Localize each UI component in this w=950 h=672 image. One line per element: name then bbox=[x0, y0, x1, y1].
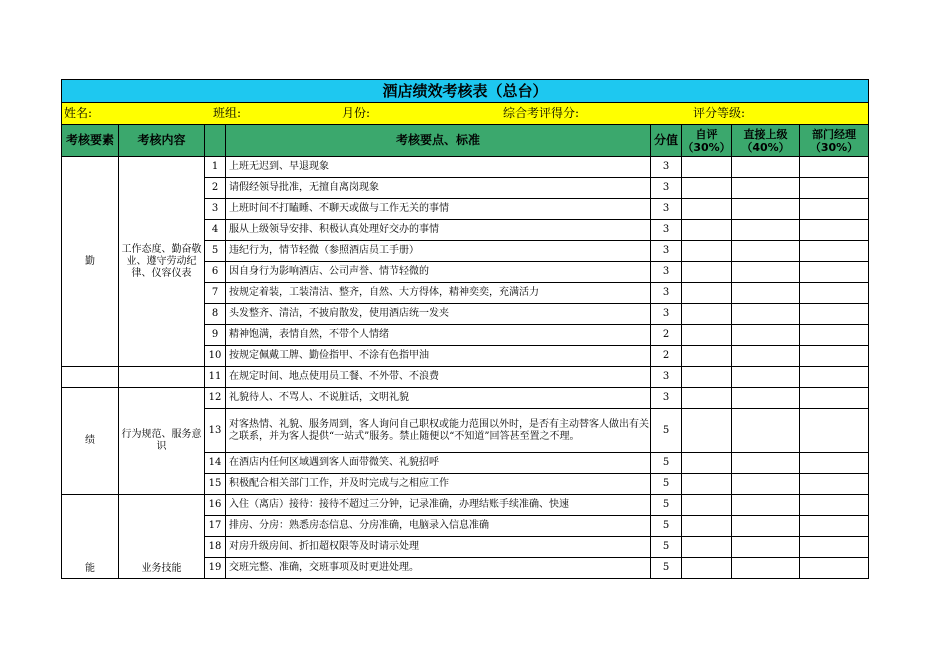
manager-eval-cell[interactable] bbox=[800, 262, 869, 283]
supervisor-eval-cell[interactable] bbox=[732, 367, 800, 388]
self-eval-cell[interactable] bbox=[682, 453, 732, 474]
row-criterion: 头发整齐、清洁，不披肩散发，使用酒店统一发夹 bbox=[226, 304, 651, 325]
supervisor-eval-cell[interactable] bbox=[732, 409, 800, 453]
header-content: 考核内容 bbox=[119, 125, 205, 157]
row-score: 3 bbox=[651, 367, 682, 388]
row-no: 1 bbox=[205, 157, 226, 178]
manager-eval-cell[interactable] bbox=[800, 409, 869, 453]
row-score: 3 bbox=[651, 304, 682, 325]
row-criterion: 违纪行为，情节轻微（参照酒店员工手册） bbox=[226, 241, 651, 262]
self-eval-cell[interactable] bbox=[682, 537, 732, 558]
manager-eval-cell[interactable] bbox=[800, 537, 869, 558]
supervisor-eval-cell[interactable] bbox=[732, 241, 800, 262]
row-criterion: 服从上级领导安排、积极认真处理好交办的事情 bbox=[226, 220, 651, 241]
supervisor-eval-cell[interactable] bbox=[732, 304, 800, 325]
self-eval-cell[interactable] bbox=[682, 283, 732, 304]
supervisor-eval-cell[interactable] bbox=[732, 199, 800, 220]
self-eval-cell[interactable] bbox=[682, 495, 732, 516]
self-eval-cell[interactable] bbox=[682, 241, 732, 262]
self-eval-cell[interactable] bbox=[682, 346, 732, 367]
row-score: 5 bbox=[651, 537, 682, 558]
row-score: 3 bbox=[651, 241, 682, 262]
row-score: 2 bbox=[651, 325, 682, 346]
header-self: 自评（30%） bbox=[682, 125, 732, 157]
manager-eval-cell[interactable] bbox=[800, 346, 869, 367]
row-criterion: 在酒店内任何区域遇到客人面带微笑、礼貌招呼 bbox=[226, 453, 651, 474]
manager-eval-cell[interactable] bbox=[800, 199, 869, 220]
row-no: 17 bbox=[205, 516, 226, 537]
category-blank bbox=[62, 367, 119, 388]
name-label: 姓名: bbox=[64, 106, 93, 120]
category-neng: 能 bbox=[62, 495, 119, 579]
row-score: 3 bbox=[651, 199, 682, 220]
row-score: 5 bbox=[651, 409, 682, 453]
category-ji: 绩 bbox=[62, 388, 119, 495]
row-score: 3 bbox=[651, 388, 682, 409]
row-score: 5 bbox=[651, 516, 682, 537]
supervisor-eval-cell[interactable] bbox=[732, 346, 800, 367]
row-score: 3 bbox=[651, 283, 682, 304]
row-criterion: 交班完整、准确，交班事项及时更进处理。 bbox=[226, 558, 651, 579]
supervisor-eval-cell[interactable] bbox=[732, 516, 800, 537]
header-score: 分值 bbox=[651, 125, 682, 157]
header-no bbox=[205, 125, 226, 157]
header-supervisor: 直接上级（40%） bbox=[732, 125, 800, 157]
row-no: 9 bbox=[205, 325, 226, 346]
self-eval-cell[interactable] bbox=[682, 558, 732, 579]
row-score: 3 bbox=[651, 157, 682, 178]
row-no: 4 bbox=[205, 220, 226, 241]
row-no: 5 bbox=[205, 241, 226, 262]
row-score: 2 bbox=[651, 346, 682, 367]
manager-eval-cell[interactable] bbox=[800, 495, 869, 516]
row-score: 5 bbox=[651, 474, 682, 495]
area-blank bbox=[119, 367, 205, 388]
supervisor-eval-cell[interactable] bbox=[732, 537, 800, 558]
manager-eval-cell[interactable] bbox=[800, 388, 869, 409]
month-label: 月份: bbox=[342, 106, 371, 120]
row-no: 15 bbox=[205, 474, 226, 495]
manager-eval-cell[interactable] bbox=[800, 157, 869, 178]
row-no: 11 bbox=[205, 367, 226, 388]
self-eval-cell[interactable] bbox=[682, 474, 732, 495]
row-no: 18 bbox=[205, 537, 226, 558]
manager-eval-cell[interactable] bbox=[800, 558, 869, 579]
row-criterion: 对房升级房间、折扣超权限等及时请示处理 bbox=[226, 537, 651, 558]
manager-eval-cell[interactable] bbox=[800, 304, 869, 325]
supervisor-eval-cell[interactable] bbox=[732, 325, 800, 346]
row-criterion: 精神饱满，表情自然，不带个人情绪 bbox=[226, 325, 651, 346]
info-bar bbox=[62, 103, 869, 125]
self-eval-cell[interactable] bbox=[682, 304, 732, 325]
manager-eval-cell[interactable] bbox=[800, 367, 869, 388]
supervisor-eval-cell[interactable] bbox=[732, 495, 800, 516]
manager-eval-cell[interactable] bbox=[800, 283, 869, 304]
self-eval-cell[interactable] bbox=[682, 262, 732, 283]
row-no: 10 bbox=[205, 346, 226, 367]
appraisal-sheet bbox=[61, 79, 868, 579]
row-no: 6 bbox=[205, 262, 226, 283]
row-no: 8 bbox=[205, 304, 226, 325]
self-eval-cell[interactable] bbox=[682, 388, 732, 409]
row-criterion: 积极配合相关部门工作，并及时完成与之相应工作 bbox=[226, 474, 651, 495]
row-score: 3 bbox=[651, 262, 682, 283]
row-score: 5 bbox=[651, 453, 682, 474]
manager-eval-cell[interactable] bbox=[800, 241, 869, 262]
self-eval-cell[interactable] bbox=[682, 367, 732, 388]
header-points: 考核要点、标准 bbox=[226, 125, 651, 157]
supervisor-eval-cell[interactable] bbox=[732, 453, 800, 474]
sheet-title: 酒店绩效考核表（总台） bbox=[62, 80, 869, 103]
self-eval-cell[interactable] bbox=[682, 220, 732, 241]
group-label: 班组: bbox=[213, 106, 242, 120]
row-criterion: 按规定佩戴工牌、勤俭指甲、不涂有色指甲油 bbox=[226, 346, 651, 367]
row-criterion: 上班无迟到、早退现象 bbox=[226, 157, 651, 178]
supervisor-eval-cell[interactable] bbox=[732, 388, 800, 409]
supervisor-eval-cell[interactable] bbox=[732, 474, 800, 495]
category-qin: 勤 bbox=[62, 157, 119, 367]
self-eval-cell[interactable] bbox=[682, 178, 732, 199]
area-attitude: 工作态度、勤奋敬业、遵守劳动纪律、仪容仪表 bbox=[119, 157, 205, 367]
grade-label: 评分等级: bbox=[693, 106, 746, 120]
self-eval-cell[interactable] bbox=[682, 325, 732, 346]
row-no: 2 bbox=[205, 178, 226, 199]
row-no: 19 bbox=[205, 558, 226, 579]
row-no: 12 bbox=[205, 388, 226, 409]
supervisor-eval-cell[interactable] bbox=[732, 157, 800, 178]
supervisor-eval-cell[interactable] bbox=[732, 283, 800, 304]
row-criterion: 请假经领导批准，无擅自离岗现象 bbox=[226, 178, 651, 199]
row-no: 7 bbox=[205, 283, 226, 304]
row-criterion: 上班时间不打瞌睡、不聊天或做与工作无关的事情 bbox=[226, 199, 651, 220]
row-criterion: 排房、分房：熟悉房态信息、分房准确，电脑录入信息准确 bbox=[226, 516, 651, 537]
row-criterion: 礼貌待人、不骂人、不说脏话，文明礼貌 bbox=[226, 388, 651, 409]
header-factor: 考核要素 bbox=[62, 125, 119, 157]
manager-eval-cell[interactable] bbox=[800, 325, 869, 346]
supervisor-eval-cell[interactable] bbox=[732, 262, 800, 283]
appraisal-table bbox=[61, 79, 869, 579]
row-criterion: 因自身行为影响酒店、公司声誉、情节轻微的 bbox=[226, 262, 651, 283]
row-criterion: 按规定着装，工装清洁、整齐，自然、大方得体，精神奕奕，充满活力 bbox=[226, 283, 651, 304]
self-eval-cell[interactable] bbox=[682, 157, 732, 178]
row-criterion: 在规定时间、地点使用员工餐、不外带、不浪费 bbox=[226, 367, 651, 388]
self-eval-cell[interactable] bbox=[682, 199, 732, 220]
manager-eval-cell[interactable] bbox=[800, 474, 869, 495]
area-skills: 业务技能 bbox=[119, 495, 205, 579]
supervisor-eval-cell[interactable] bbox=[732, 178, 800, 199]
manager-eval-cell[interactable] bbox=[800, 178, 869, 199]
row-score: 5 bbox=[651, 558, 682, 579]
self-eval-cell[interactable] bbox=[682, 409, 732, 453]
self-eval-cell[interactable] bbox=[682, 516, 732, 537]
supervisor-eval-cell[interactable] bbox=[732, 558, 800, 579]
supervisor-eval-cell[interactable] bbox=[732, 220, 800, 241]
manager-eval-cell[interactable] bbox=[800, 516, 869, 537]
row-no: 16 bbox=[205, 495, 226, 516]
row-no: 13 bbox=[205, 409, 226, 453]
row-score: 5 bbox=[651, 495, 682, 516]
header-manager: 部门经理（30%） bbox=[800, 125, 869, 157]
row-no: 14 bbox=[205, 453, 226, 474]
row-criterion: 入住（离店）接待：接待不超过三分钟，记录准确，办理结账手续准确、快速 bbox=[226, 495, 651, 516]
row-score: 3 bbox=[651, 220, 682, 241]
row-criterion: 对客热情、礼貌、服务周到，客人询问自己职权或能力范围以外时，是否有主动替客人做出有关之联系，并为客人提供“一站式”服务。禁止随便以“不知道”回答甚至置之不理。 bbox=[226, 409, 651, 453]
manager-eval-cell[interactable] bbox=[800, 220, 869, 241]
manager-eval-cell[interactable] bbox=[800, 453, 869, 474]
area-behavior: 行为规范、服务意识 bbox=[119, 388, 205, 495]
row-score: 3 bbox=[651, 178, 682, 199]
overall-score-label: 综合考评得分: bbox=[503, 106, 580, 120]
row-no: 3 bbox=[205, 199, 226, 220]
